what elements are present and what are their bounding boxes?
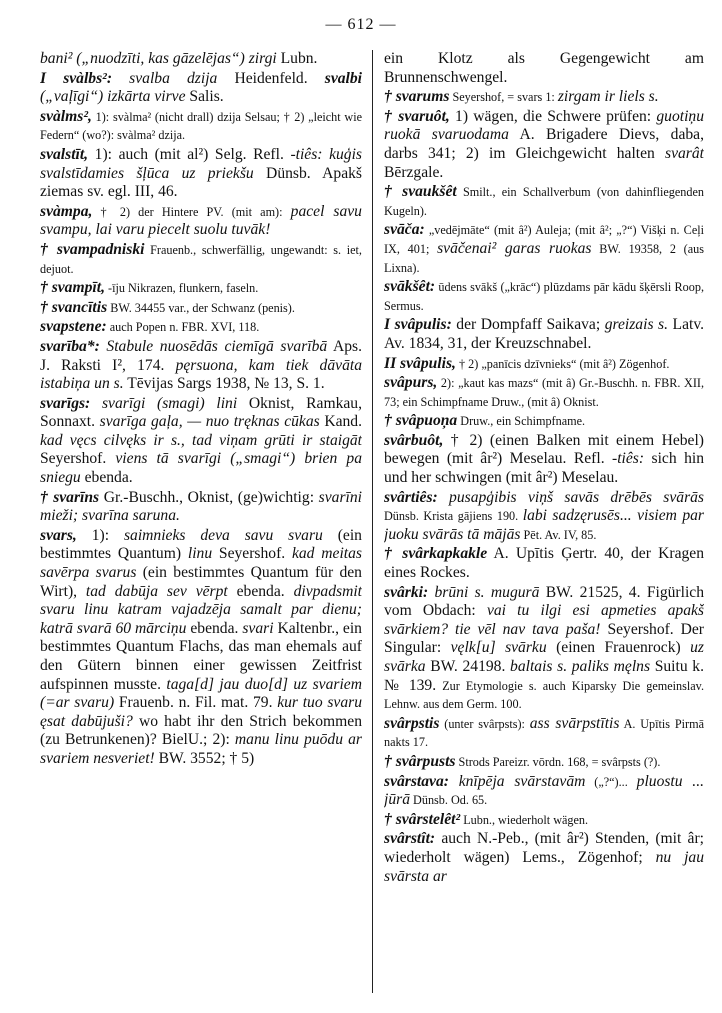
entry-text: sich hin und her schwingen (mit âr²) Meselau. [384,450,704,487]
entry-headword: svapstene: [40,318,107,336]
entry-text: uz svārka [384,639,704,675]
entry-text: 1): auch (mit al²) Selg. Refl. [88,145,291,163]
entry-text: A. Upītis Pirmā nakts 17. [384,716,704,750]
entry-text: Frauenb. n. Fil. mat. 79. [114,694,278,712]
entry-text: pusapģibis viņš savās drēbēs svārās [437,488,704,506]
dictionary-entry [384,316,704,353]
entry-headword: I svàlbs²: [40,69,113,87]
dictionary-entry [384,584,704,714]
entry-text: Smilt., ein Schallverbum (von dahinfliegenden Kugeln). [384,185,704,218]
entry-text: baltais s. paliks męlns [510,658,651,675]
entry-text: Kand. [319,413,362,431]
dictionary-entry [384,221,704,277]
entry-text: Oknist, Ramkau, Sonnaxt. [40,394,362,431]
entry-text: A. Brigadere Dievs, daba, darbs 341; 2) im Gleichgewicht halten [384,126,704,162]
entry-text: Seyershof. Der Singular: [384,620,704,657]
entry-text: Lubn. [276,50,318,67]
entry-text: svāčenai² garas ruokas [437,239,592,257]
entry-headword: svârtiês: [384,488,438,506]
entry-text: (einen Frauenrock) [546,639,691,657]
entry-headword: II svâpulis, [384,354,456,372]
dictionary-entry [384,811,704,830]
entry-text: Frauenb., schwerfällig, ungewandt: s. iet, dejuot. [40,242,362,276]
dictionary-entry [40,146,362,202]
entry-text: BW. 21525, 4. Figürlich vom Obdach: [384,583,704,620]
entry-text: wo habt ihr den Strich bekommen (zu Betrunkenen)? BielU.; 2): [40,712,362,749]
entry-text: 2): „kaut kas mazs“ (mit â) Gr.-Buschh. n. FBR. XII, 73; ein Schimpfname Druw., (mit â) Oknist. [384,376,704,409]
entry-headword: † svârstelêt² [384,810,461,828]
entry-text: svarât [665,144,704,162]
entry-headword: svàlms², [40,107,92,125]
entry-text: Suitu k. № 139. [384,658,704,694]
dictionary-entry [384,432,704,488]
entry-text: BW. 19358, 2 (aus Lixna). [384,241,704,275]
entry-headword: I svâpulis: [384,316,452,334]
dictionary-entry [40,70,362,107]
entry-headword: svalbi [324,69,362,87]
entry-text: knīpēja svārstavām [448,772,586,790]
entry-text: ūdens svākš („krāc“) plūzdams pār kādu šķērsli Roop, Sermus. [384,280,704,313]
dictionary-entry [384,108,704,182]
dictionary-entry [384,183,704,220]
entry-headword: svarība*: [40,337,100,355]
entry-text: linu [187,545,213,563]
entry-text: ebenda. [227,582,294,600]
entry-text: -tiês: [612,450,645,468]
entry-text: guotiņu ruokā svaruodama [384,107,704,144]
entry-text: Strods Pareizr. vōrdn. 168, = svârpsts (?). [455,754,661,769]
entry-text: svari [242,619,274,637]
dictionary-entry [384,773,704,810]
dictionary-entry [384,489,704,545]
entry-text: („?“)... [585,774,637,789]
entry-text: auch N.-Peb., (mit âr²) Stenden, (mit âr; wiederholt wägen) Lems., Zögenhof; [384,830,704,866]
entry-headword: † svârkapkakle [384,545,488,563]
entry-text: tad dabūja sev vērpt [85,582,228,600]
entry-text: † 2) der Hintere PV. (mit am): [92,204,291,219]
entry-text: Dünsb. Od. 65. [410,793,488,808]
entry-text: divpadsmit svaru linu katram vajadzēja samalt par dienu; katrā svarā 60 mārciņu [40,582,362,637]
entry-text: kur tuo svaru ęsat dabūjuši? [40,694,362,730]
entry-text: BW. 24198. [425,658,511,675]
entry-text: Kaltenbr., ein bestimmtes Quantum Flachs, das man ehemals auf den Gütern binnen einer gewissen Zeitfrist aufspinnen musste. [40,619,362,693]
entry-text: („vaļīgi“) izkārta virve [40,88,186,106]
entry-text: A. Upītis Ģertr. 40, der Kragen eines Rockes. [384,545,704,582]
entry-headword: svârstava: [384,772,449,790]
entry-text: vai tu ilgi esi apmeties apakš svārkiem? tie vēl nav tava paša! [384,602,704,638]
entry-text: der Dompfaff Saikava; [451,316,605,334]
entry-text: Pēt. Av. IV, 85. [520,527,597,542]
entry-text: nu jau svārsta ar [384,848,704,885]
entry-text: svarīni mieži; svarīna saruna. [40,488,362,525]
entry-text: Dünsb. Apakš ziemas sv. egl. III, 46. [40,164,362,201]
entry-text: BW. 34455 var., der Schwanz (penis). [107,300,295,315]
entry-text: 1): svàlma² (nicht drall) dzija Selsau; † 2) „leicht wie Federn“ (wo?): svàlma² dzija. [40,109,362,143]
entry-headword: svârstît: [384,830,436,848]
entry-text: pęrsuona, kam tiek dāvāta istabiņa un s. [40,356,362,393]
entry-headword: svâpurs, [384,374,438,392]
entry-headword: † svancītis [40,298,108,316]
dictionary-entry [40,395,362,488]
entry-text: svalba dzija [112,69,218,87]
entry-text: ein Klotz als Gegengewicht am Brunnenschwengel. [384,50,704,86]
entry-text: Seyershof. [212,545,292,563]
entry-headword: † svâpuoņa [384,412,458,430]
entry-text: (ein bestimmtes Quantum für den Wirt), [40,564,362,600]
page-number: — 612 — [325,16,397,33]
entry-headword: † svampīt, [40,279,105,297]
right-column [384,50,704,1003]
dictionary-entry [40,50,362,69]
entry-text: viens tā svarīgi („smagi“) brien pa sniegu [40,450,362,487]
entry-headword: † svârpusts [384,752,456,770]
entry-text: labi sadzęrusēs... visiem par juoku svārās tā mājās [384,507,704,543]
entry-text: taga[d] jau duo[d] uz svariem (=ar svaru) [40,675,362,712]
dictionary-entry [384,412,704,431]
dictionary-entry [384,50,704,87]
dictionary-entry [40,489,362,526]
entry-text: zirgam ir liels s. [557,88,659,106]
entry-text: Lubn., wiederholt wägen. [460,812,589,827]
entry-headword: † svaukšêt [384,183,457,201]
entry-text: saimnieks deva savu svaru [123,526,323,544]
dictionary-entry [384,545,704,582]
dictionary-entry [40,108,362,145]
dictionary-entry [40,203,362,240]
entry-text: ebenda. [186,619,243,637]
dictionary-entry [40,279,362,298]
entry-text: -tiês: kuģis svalstīdamies šļūca uz priekšu [40,145,362,182]
dictionary-entry [384,355,704,374]
dictionary-entry [384,715,704,752]
entry-text: -īju Nikrazen, flunkern, faseln. [104,281,259,296]
entry-text: svarīgi (smagi) lini [90,394,238,412]
dictionary-entry [384,278,704,315]
dictionary-entry [384,88,704,107]
entry-headword: svalstīt, [40,145,89,163]
entry-text: Stabule nuosēdās ciemīgā svarībā [99,337,328,355]
entry-text: (ein bestimmtes Quantum) [40,526,362,563]
entry-text: manu linu puōdu ar svariem nesveriet! [40,731,362,767]
entry-text: pacel savu svampu, lai varu piecelt suolu tuvāk! [40,202,362,239]
entry-text: 1) wägen, die Schwere prüfen: [449,107,657,125]
entry-text: auch Popen n. FBR. XVI, 118. [106,320,260,335]
entry-text: BW. 3552; † 5) [154,749,255,767]
entry-headword: † svarums [384,88,450,106]
entry-headword: svârpstis [384,714,440,732]
dictionary-entry [384,753,704,772]
entry-text: Druw., ein Schimpfname. [457,414,586,429]
entry-text: Tēvijas Sargs 1938, № 13, S. 1. [123,375,325,393]
entry-text: pluostu ... jūrā [384,772,704,809]
entry-text: Salis. [185,88,224,106]
entry-text: Bērzgale. [384,163,444,181]
entry-headword: svarīgs: [40,394,91,412]
entry-text: Seyershof. [40,450,116,468]
entry-text: 1): [76,526,124,544]
entry-headword: † svaruôt, [384,107,450,125]
entry-headword: svârbuôt, [384,431,444,449]
left-column [40,50,362,1003]
entry-text: Gr.-Buschh., Oknist, (ge)wichtig: [99,488,319,506]
dictionary-entry [384,830,704,886]
entry-headword: † svampadniski [40,240,145,258]
entry-text: ebenda. [80,469,133,487]
dictionary-entry [40,299,362,318]
entry-text: † 2) (einen Balken mit einem Hebel) bewegen (mit âr²) Meselau. Refl. [384,431,704,468]
column-divider [372,50,373,993]
entry-text: kad vęcs cilvęks ir s., tad viņam grūti ir staigāt [40,431,362,449]
entry-headword: svàmpa, [40,202,93,220]
entry-text: „vedējmāte“ (mit â²) Auleja; (mit â²; „?“) Višķi n. Ceļi IX, 401; [384,223,704,256]
entry-headword: † svarīns [40,488,100,506]
entry-text: bani² („nuodzīti, kas gāzelējas“) zirgi [40,50,277,67]
entry-headword: svars, [40,526,77,544]
dictionary-entry [384,374,704,411]
entry-text: ass svārpstītis [529,714,620,732]
entry-text: brūni s. mugurā [428,583,540,601]
entry-headword: svāča: [384,221,425,239]
entry-text: Dünsb. Krista gājiens 190. [384,509,523,524]
dictionary-entry [40,338,362,394]
entry-text: kad meitas savērpa svarus [40,545,362,582]
entry-text: (unter svârpsts): [439,716,530,731]
dictionary-entry [40,527,362,769]
entry-text: Aps. J. Raksti I², 174. [40,337,362,374]
entry-headword: svârki: [384,583,429,601]
entry-text: Heidenfeld. [217,69,325,87]
dictionary-entry [40,318,362,337]
entry-text: greizais s. [604,316,669,334]
entry-text: vęlk[u] svārku [450,639,547,657]
dictionary-entry [40,241,362,278]
entry-text: Zur Etymologie s. auch Kiparsky Die gemeinslav. Lehnw. aus dem Germ. 100. [384,678,704,712]
entry-headword: svākšêt: [384,278,436,296]
entry-text: † 2) „panīcis dzīvnieks“ (mit â²) Zögenhof. [455,356,670,371]
entry-text: Seyershof, = svars 1: [449,90,558,105]
entry-text: svarīga gaļa, — nuo tręknas cūkas [99,413,320,431]
entry-text: Latv. Av. 1834, 31, der Kreuzschnabel. [384,316,704,352]
